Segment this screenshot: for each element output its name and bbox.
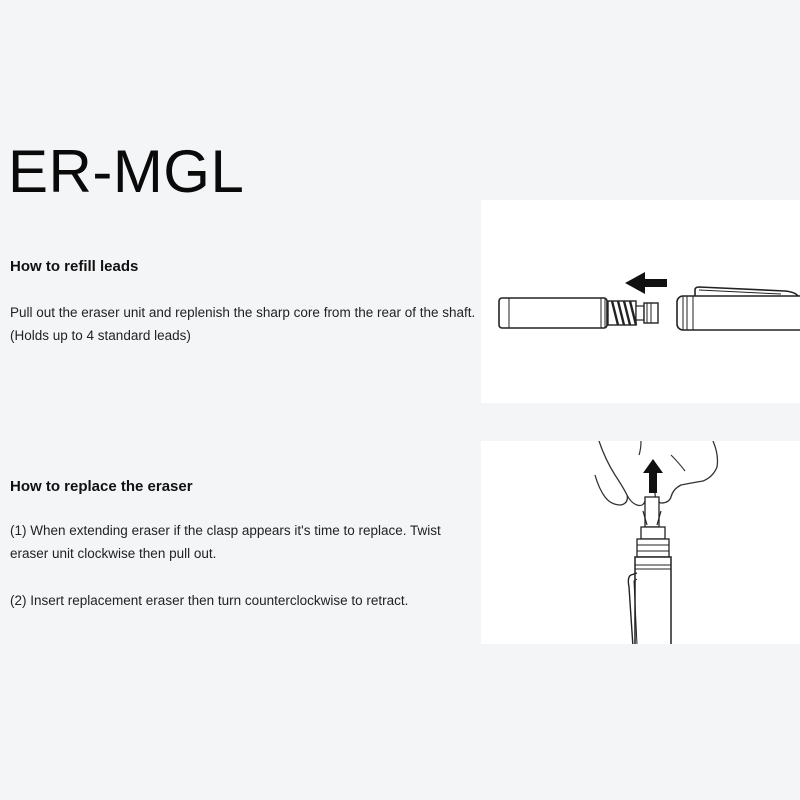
eraser-replace-illustration (481, 441, 800, 644)
refill-leads-instructions: Pull out the eraser unit and replenish the sharp core from the rear of the shaft. (Holds up to 4 standard leads) (10, 305, 476, 343)
replace-eraser-step-2: (2) Insert replacement eraser then turn counterclockwise to retract. (10, 593, 409, 608)
replace-eraser-step-1: (1) When extending eraser if the clasp appears it's time to replace. Twist eraser unit clockwise then pull out. (10, 523, 441, 561)
page-title: ER-MGL (8, 138, 245, 205)
pen-refill-illustration (481, 200, 800, 403)
section-heading-refill-leads: How to refill leads (10, 258, 139, 275)
section-heading-replace-eraser: How to replace the eraser (10, 478, 193, 495)
